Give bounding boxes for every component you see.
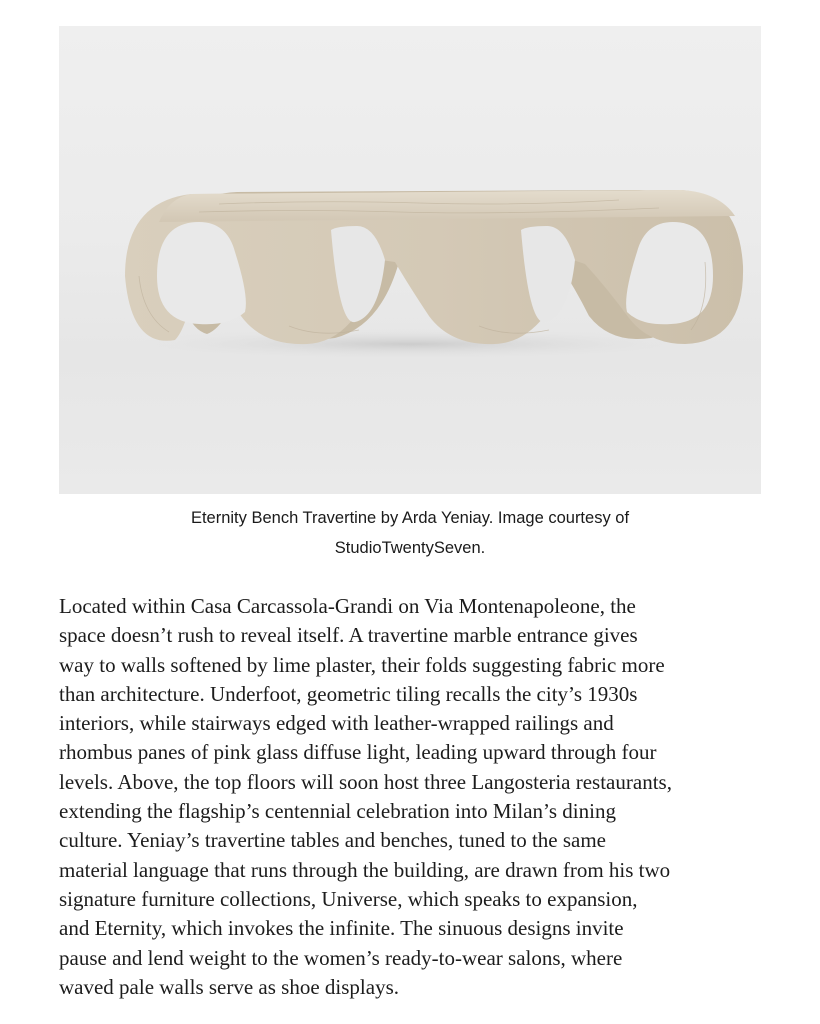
body-line: Located within Casa Carcassola-Grandi on Via Montenapoleone, the	[59, 594, 636, 618]
caption-line: Eternity Bench Travertine by Arda Yeniay. Image courtesy of	[190, 509, 630, 527]
body-line: way to walls softened by lime plaster, their folds suggesting fabric more	[59, 652, 665, 677]
body-line: extending the flagship’s centennial celebration into Milan’s dining	[59, 799, 616, 824]
body-line: signature furniture collections, Universe, which speaks to expansion,	[59, 886, 638, 911]
body-line: interiors, while stairways edged with leather-wrapped railings and	[59, 711, 614, 736]
body-line: space doesn’t rush to reveal itself. A travertine marble entrance gives	[59, 623, 638, 648]
body-line: culture. Yeniay’s travertine tables and benches, tuned to the same	[59, 828, 607, 853]
body-line: material language that runs through the building, are drawn from his two	[59, 857, 671, 882]
travertine-bench-image	[59, 26, 761, 494]
body-line: pause and lend weight to the women’s ready-to-wear salons, where	[59, 945, 623, 970]
body-line: than architecture. Underfoot, geometric tiling recalls the city’s 1930s	[59, 681, 638, 706]
image-caption	[100, 503, 720, 563]
article-body	[59, 592, 774, 1002]
product-photo	[59, 26, 761, 494]
body-line: waved pale walls serve as shoe displays.	[59, 974, 399, 999]
body-line: levels. Above, the top floors will soon host three Langosteria restaurants,	[59, 769, 672, 794]
body-line: rhombus panes of pink glass diffuse light, leading upward through four	[59, 740, 657, 765]
caption-line: StudioTwentySeven.	[334, 539, 486, 557]
body-line: and Eternity, which invokes the infinite. The sinuous designs invite	[59, 916, 624, 941]
